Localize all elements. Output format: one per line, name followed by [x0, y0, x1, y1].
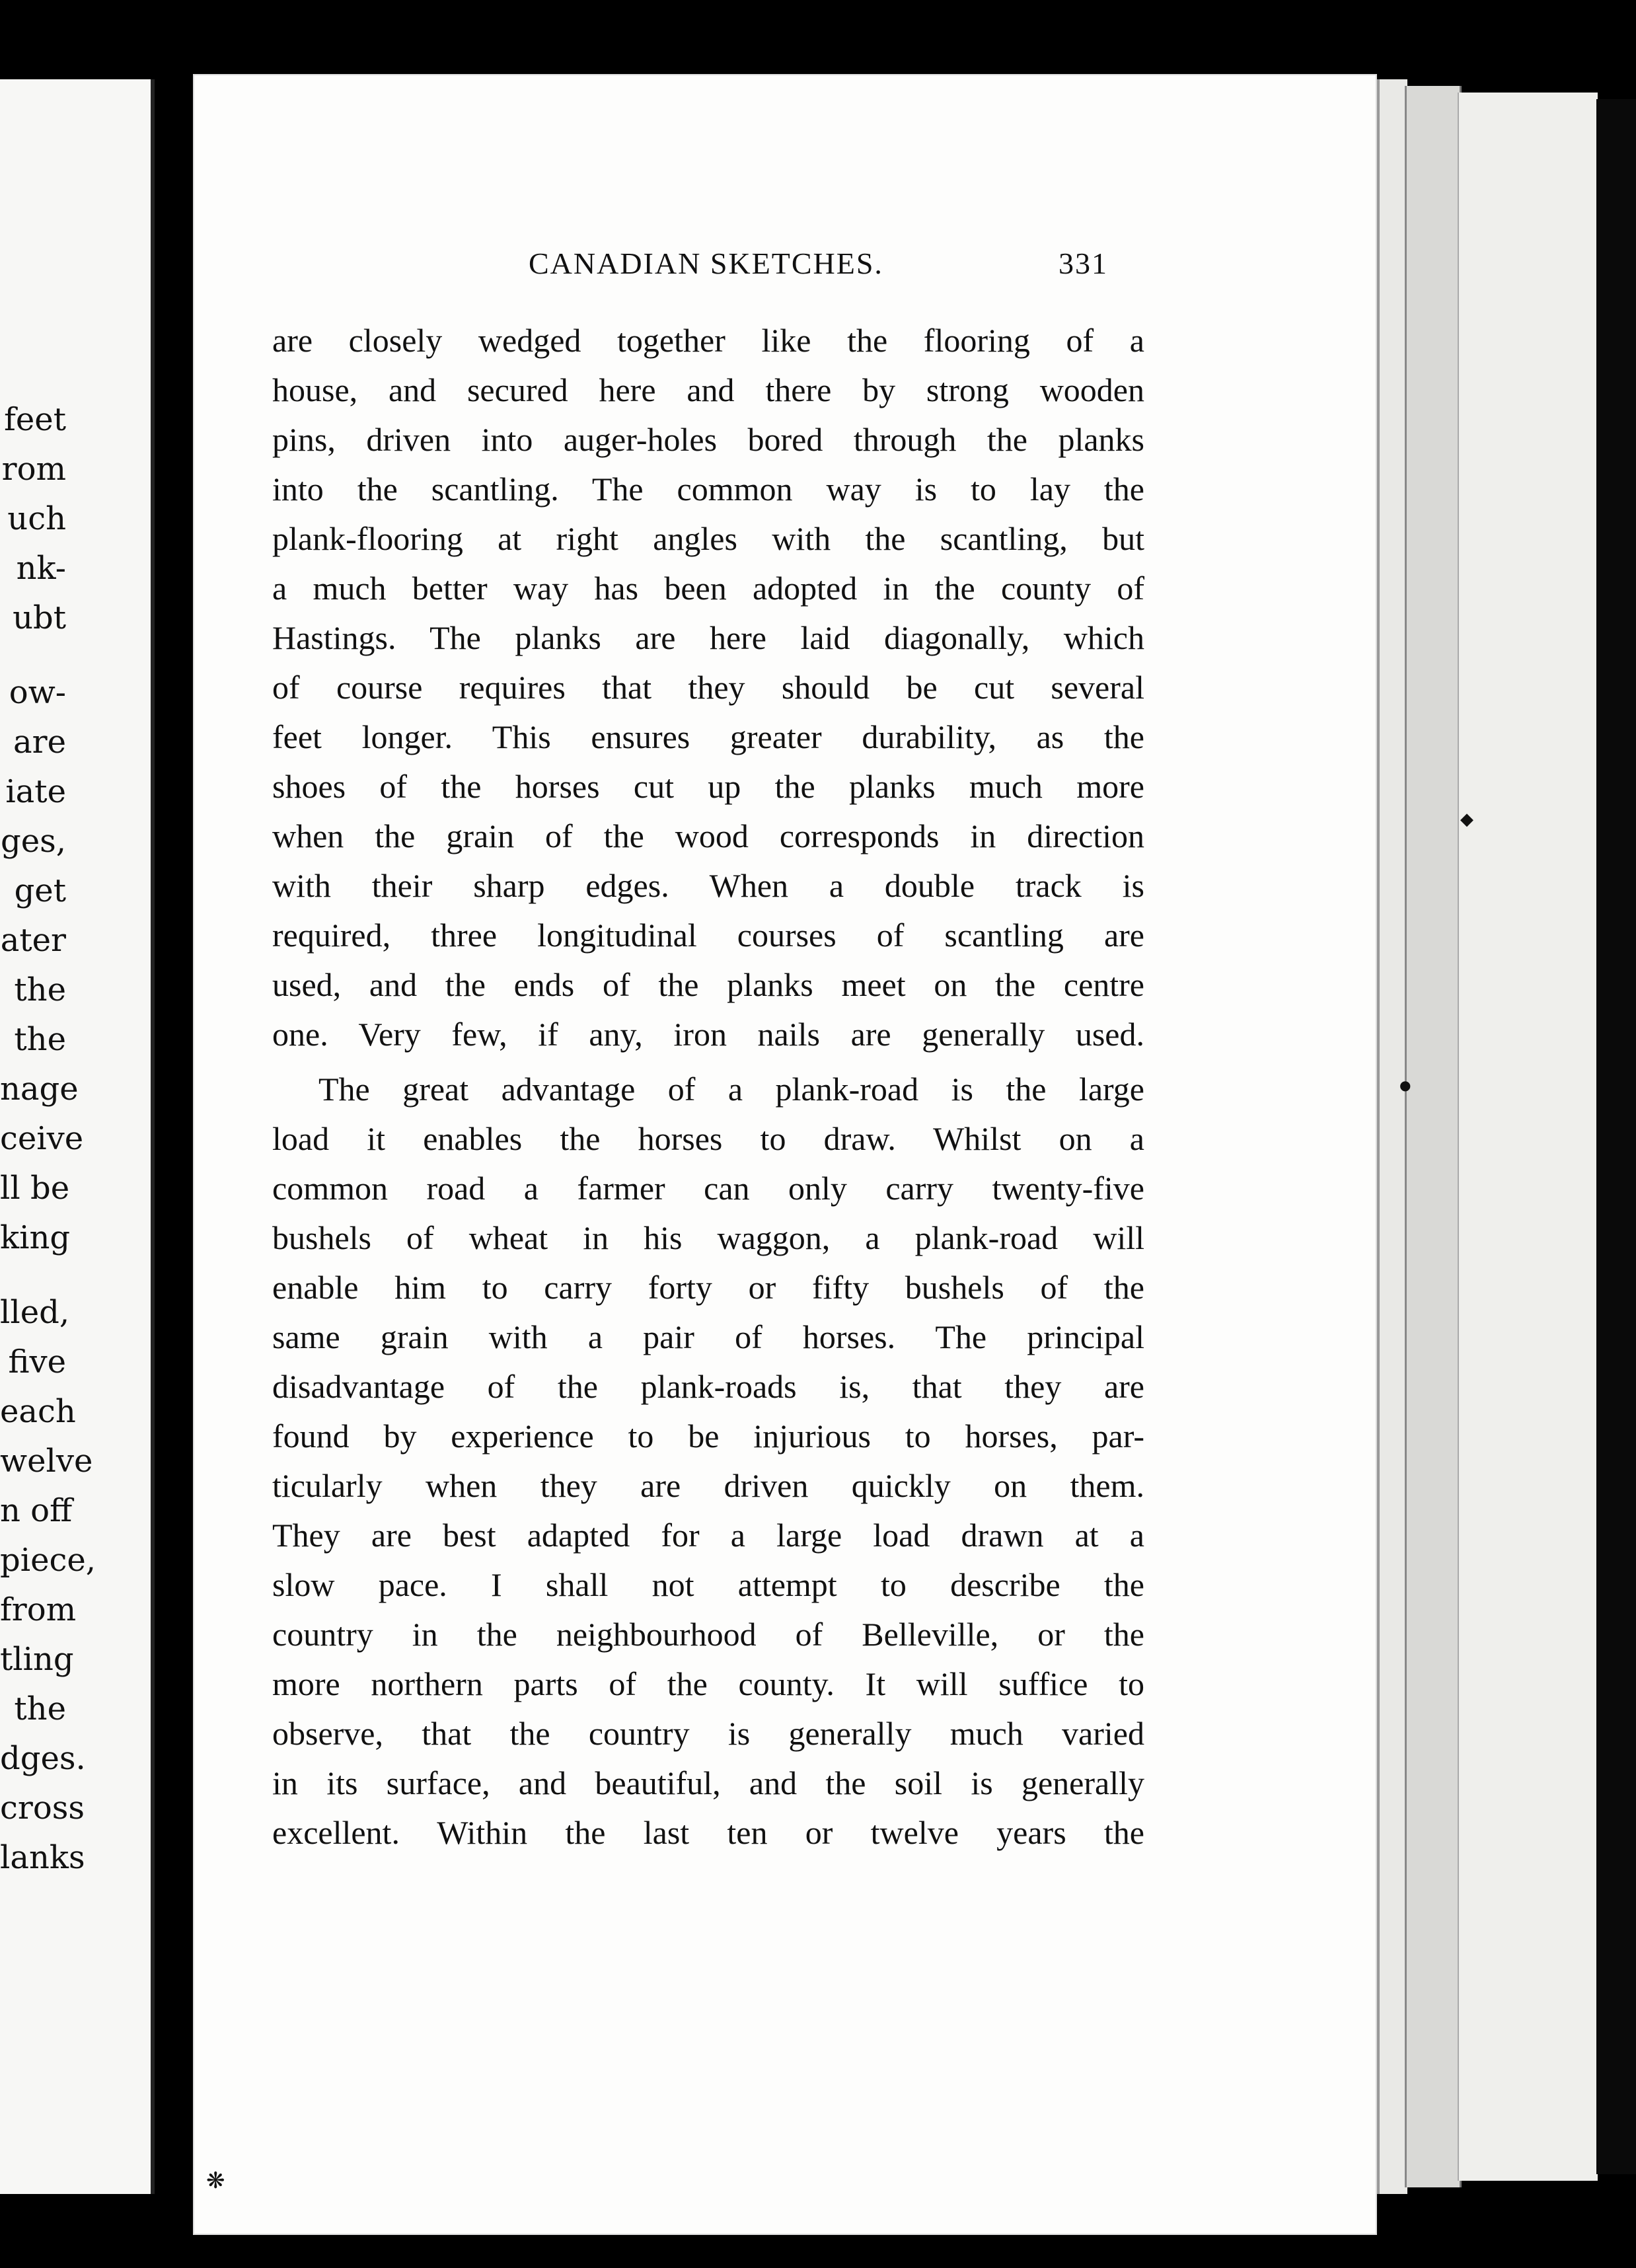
- facing-page-fragment: ater: [0, 922, 66, 959]
- page-edge-stack: [1458, 93, 1598, 2181]
- paragraph-gap: [272, 1059, 1144, 1065]
- facing-page-fragment: dges.: [0, 1740, 86, 1777]
- facing-page-fragment: ceive: [0, 1120, 84, 1157]
- fragment-gap: [0, 643, 66, 668]
- facing-page-fragment: iate: [5, 773, 66, 810]
- facing-page-fragment: piece,: [0, 1542, 96, 1579]
- running-title: CANADIAN SKETCHES.: [529, 246, 883, 280]
- text-line: pins, driven into auger-holes bored through the planks: [272, 421, 1144, 458]
- text-line: excellent. Within the last ten or twelve years the: [272, 1814, 1144, 1851]
- book-cover-edge: [1596, 99, 1636, 2174]
- page-edge-stack: [1377, 79, 1407, 2194]
- facing-page-edge: [0, 79, 155, 2194]
- text-line: of course requires that they should be cut several: [272, 669, 1144, 706]
- text-line: slow pace. I shall not attempt to describe the: [272, 1566, 1144, 1603]
- text-line: disadvantage of the plank-roads is, that they are: [272, 1368, 1144, 1405]
- ink-speck: ●: [1399, 1077, 1411, 1093]
- text-line: common road a farmer can only carry twenty-five: [272, 1170, 1144, 1207]
- facing-page-fragment: rom: [1, 451, 66, 488]
- facing-page-fragment: king: [0, 1219, 71, 1256]
- page-edge-stack: [1405, 86, 1462, 2187]
- text-line: with their sharp edges. When a double track is: [272, 867, 1144, 904]
- facing-page-fragment: feet: [4, 401, 66, 438]
- text-line: when the grain of the wood corresponds in direction: [272, 817, 1144, 854]
- page-number: 331: [1059, 246, 1108, 280]
- fragment-gap: [0, 1263, 66, 1288]
- facing-page-text-fragments: [0, 395, 96, 1883]
- facing-page-fragment: ges,: [0, 823, 66, 860]
- facing-page-fragment: five: [8, 1343, 66, 1380]
- facing-page-fragment: ow-: [9, 674, 66, 711]
- text-line: enable him to carry forty or fifty bushels of the: [272, 1269, 1144, 1306]
- facing-page-fragment: the: [14, 1021, 66, 1058]
- facing-page-fragment: from: [0, 1591, 77, 1628]
- facing-page-fragment: cross: [0, 1790, 85, 1827]
- text-line: Hastings. The planks are here laid diagonally, which: [272, 619, 1144, 656]
- text-line: plank-flooring at right angles with the scantling, but: [272, 520, 1144, 557]
- facing-page-fragment: are: [13, 724, 66, 761]
- facing-page-fragment: ubt: [13, 599, 66, 636]
- facing-page-fragment: nk-: [16, 550, 66, 587]
- ink-speck: ◆: [1460, 810, 1473, 829]
- facing-page-fragment: the: [14, 971, 66, 1008]
- text-line: load it enables the horses to draw. Whilst on a: [272, 1120, 1144, 1157]
- text-line: are closely wedged together like the flooring of a: [272, 322, 1144, 359]
- text-line: more northern parts of the county. It will suffice to: [272, 1665, 1144, 1702]
- ink-speck: ❋: [206, 2168, 225, 2194]
- text-line: The great advantage of a plank-road is the large: [318, 1071, 1144, 1108]
- text-line: one. Very few, if any, iron nails are generally used.: [272, 1016, 1144, 1053]
- facing-page-fragment: lled,: [0, 1294, 70, 1331]
- facing-page-fragment: ll be: [0, 1170, 70, 1207]
- text-line: same grain with a pair of horses. The principal: [272, 1318, 1144, 1355]
- facing-page-fragment: tling: [0, 1641, 74, 1678]
- facing-page-fragment: nage: [0, 1071, 79, 1108]
- text-line: ticularly when they are driven quickly on them.: [272, 1467, 1144, 1504]
- text-line: into the scantling. The common way is to lay the: [272, 471, 1144, 508]
- body-text: [272, 316, 1144, 1858]
- facing-page-fragment: the: [14, 1690, 66, 1727]
- text-line: a much better way has been adopted in the county of: [272, 570, 1144, 607]
- text-line: bushels of wheat in his waggon, a plank-road will: [272, 1219, 1144, 1256]
- text-line: observe, that the country is generally much varied: [272, 1715, 1144, 1752]
- text-line: They are best adapted for a large load drawn at a: [272, 1517, 1144, 1554]
- facing-page-fragment: get: [14, 872, 66, 909]
- text-line: country in the neighbourhood of Belleville, or the: [272, 1616, 1144, 1653]
- text-line: feet longer. This ensures greater durability, as the: [272, 718, 1144, 755]
- facing-page-fragment: lanks: [0, 1839, 85, 1876]
- text-line: house, and secured here and there by strong wooden: [272, 371, 1144, 408]
- facing-page-fragment: each: [0, 1393, 76, 1430]
- text-line: found by experience to be injurious to horses, par-: [272, 1418, 1144, 1455]
- text-line: shoes of the horses cut up the planks much more: [272, 768, 1144, 805]
- text-line: used, and the ends of the planks meet on the centre: [272, 966, 1144, 1003]
- facing-page-fragment: uch: [7, 500, 66, 537]
- text-line: in its surface, and beautiful, and the soil is generally: [272, 1764, 1144, 1801]
- facing-page-fragment: welve: [0, 1443, 93, 1480]
- facing-page-fragment: n off: [0, 1492, 73, 1529]
- text-line: required, three longitudinal courses of scantling are: [272, 917, 1144, 954]
